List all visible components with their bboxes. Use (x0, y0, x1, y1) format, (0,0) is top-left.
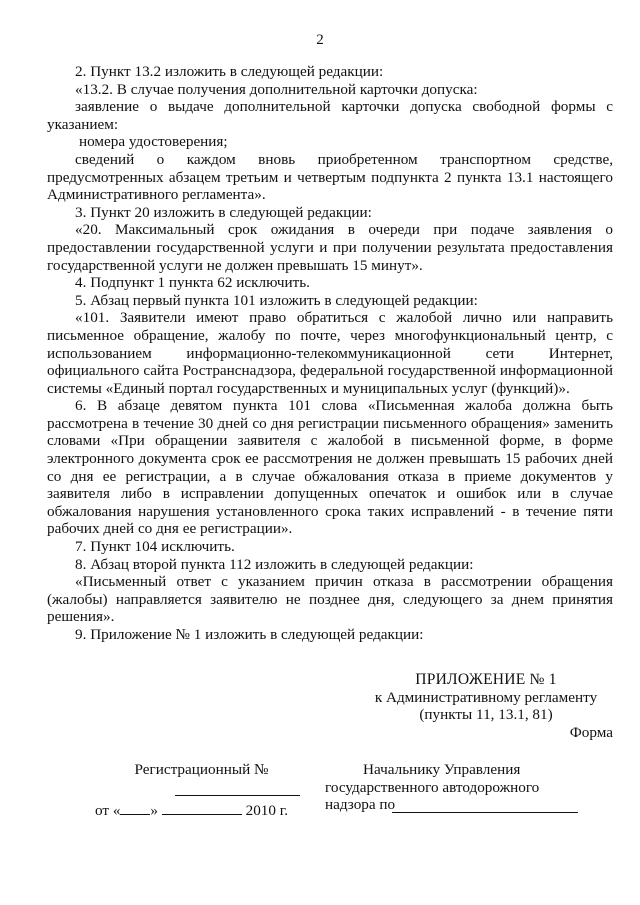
registration-label: Регистрационный № (134, 761, 269, 778)
addressee-line-3-text: надзора по (325, 796, 396, 814)
registration-block (95, 761, 300, 819)
appendix-points: (пункты 11, 13.1, 81) (419, 706, 553, 724)
addressee-blank (392, 812, 578, 813)
paragraph: заявление о выдаче дополнительной карточки допуска свободной формы с указанием: (47, 98, 613, 133)
paragraph: номера удостоверения; (79, 133, 228, 151)
addressee-line-2: государственного автодорожного (325, 778, 540, 796)
paragraph: 4. Подпункт 1 пункта 62 исключить. (75, 274, 310, 292)
paragraph: 2. Пункт 13.2 изложить в следующей редакции: (75, 63, 384, 80)
paragraph: «101. Заявители имеют право обратиться с жалобой лично или направить письменное обращение, жалобу по почте, через многофункциональный центр, с использованием информационно-телекоммуникационной сети Интернет, официального сайта Ространснадзора, федеральной государственной информационной системы «Единый портал государственных и муниципальных услуг (функций)». (47, 309, 613, 397)
date-suffix: 2010 г. (245, 802, 289, 819)
paragraph: «Письменный ответ с указанием причин отказа в рассмотрении обращения (жалобы) направляется заявителю не позднее дня, следующего за днем принятия решения». (47, 573, 613, 626)
day-blank (120, 799, 150, 815)
paragraph: 8. Абзац второй пункта 112 изложить в следующей редакции: (75, 555, 474, 573)
month-blank (162, 799, 242, 815)
addressee-block (325, 761, 605, 814)
date-prefix: от « (95, 802, 121, 819)
form-label: Форма (569, 724, 613, 741)
document-body (47, 63, 613, 644)
appendix-header (366, 671, 606, 724)
paragraph: 9. Приложение № 1 изложить в следующей редакции: (75, 626, 424, 643)
paragraph: «13.2. В случае получения дополнительной карточки допуска: (75, 80, 478, 98)
page-number: 2 (316, 32, 324, 48)
date-mid: » (150, 802, 159, 819)
registration-number-line (175, 795, 300, 796)
addressee-line-3 (325, 796, 605, 814)
paragraph: 6. В абзаце девятом пункта 101 слова «Письменная жалоба должна быть рассмотрена в течение 30 дней со дня регистрации письменного обращения» заменить словами «При обращении заявителя с жалобой в письменной форме, в форме электронного документа срок ее рассмотрения не должен превышать 15 рабочих дней со дня ее регистрации, а в случае обжалования отказа в приеме документов у заявителя либо в исправлении допущенных опечаток и ошибок или в случае обжалования нарушения установленного срока таких исправлений - в течение пяти рабочих дней со дня ее регистрации». (47, 397, 613, 538)
appendix-reference: к Административному регламенту (374, 688, 598, 706)
appendix-title: ПРИЛОЖЕНИЕ № 1 (415, 671, 557, 688)
addressee-line-1: Начальнику Управления (363, 761, 521, 778)
registration-date (95, 799, 288, 820)
paragraph: «20. Максимальный срок ожидания в очереди при подаче заявления о предоставлении государственной услуги и при получении результата предоставления государственной услуги не должен превышать 15 минут». (47, 221, 613, 274)
paragraph: 5. Абзац первый пункта 101 изложить в следующей редакции: (75, 291, 478, 309)
paragraph: 3. Пункт 20 изложить в следующей редакции: (75, 203, 372, 221)
paragraph: сведений о каждом вновь приобретенном транспортном средстве, предусмотренных абзацем третьим и четвертым подпункта 2 пункта 13.1 настоящего Административного регламента». (47, 150, 613, 204)
paragraph: 7. Пункт 104 исключить. (75, 538, 235, 556)
